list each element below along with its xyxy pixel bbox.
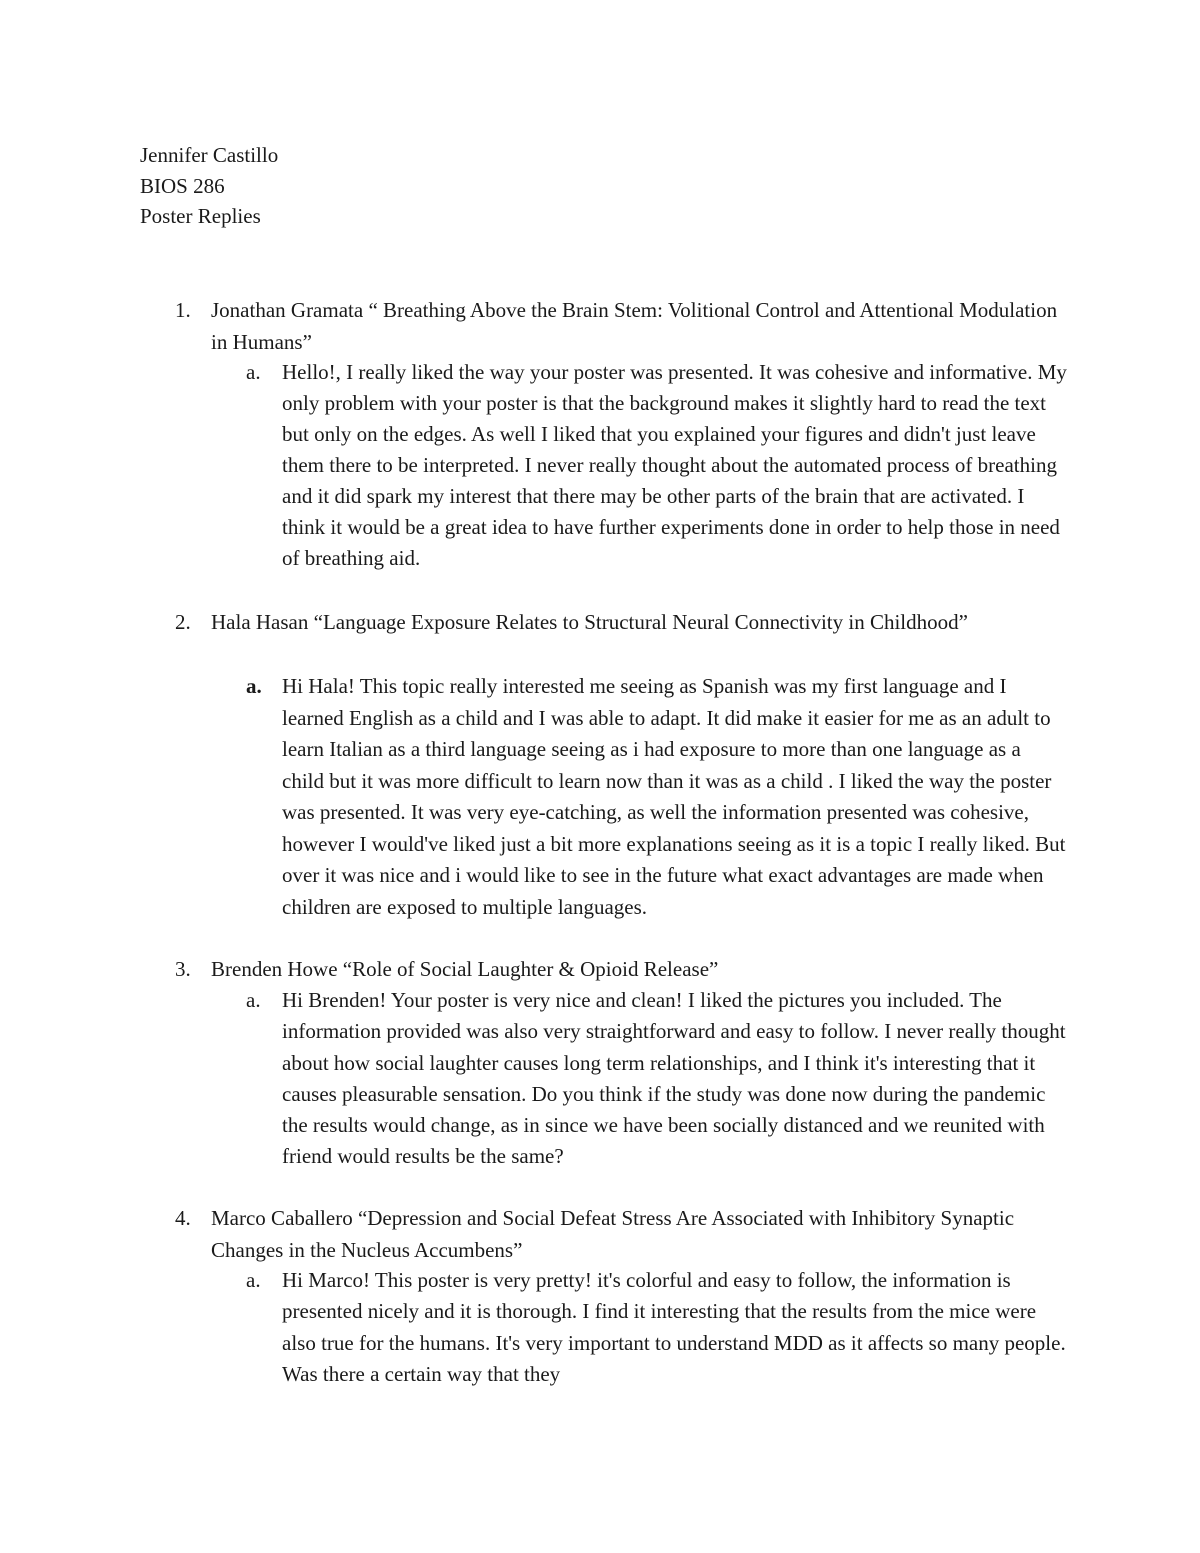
list-item-title: Jonathan Gramata “ Breathing Above the Brain Stem: Volitional Control and Attentional Modulation in Humans”: [211, 298, 1058, 354]
reply-text: Hi Hala! This topic really interested me seeing as Spanish was my first language and I learned English as a child and I was able to adapt. It did make it easier for me as an adult to learn Italian as a third language seeing as i had exposure to more than one language as a child but it was more difficult to learn now than it was as a child . I liked the way the poster was presented. It was very eye-catching, as well the information presented was cohesive, however I would've liked just a bit more explanations seeing as it is a topic I really liked. But over it was nice and i would like to see in the future what exact advantages are made when children are exposed to multiple languages.: [282, 674, 1066, 919]
sub-item-marker: a.: [246, 360, 261, 384]
list-item-title: Marco Caballero “Depression and Social Defeat Stress Are Associated with Inhibitory Synaptic Changes in the Nucleus Accumbens”: [211, 1206, 1015, 1262]
list-item-number: 3.: [175, 957, 191, 981]
reply-text: Hi Marco! This poster is very pretty! it's colorful and easy to follow, the information is presented nicely and it is thorough. I find it interesting that the results from the mice were also true for the humans. It's very important to understand MDD as it affects so many people. Was there a certain way that they: [282, 1268, 1066, 1386]
list-item-title: Brenden Howe “Role of Social Laughter & Opioid Release”: [211, 957, 719, 981]
sub-item-marker: a.: [246, 988, 261, 1012]
assignment-title: Poster Replies: [140, 204, 261, 228]
reply-text: Hi Brenden! Your poster is very nice and clean! I liked the pictures you included. The information provided was also very straightforward and easy to follow. I never really thought about how social laughter causes long term relationships, and I think it's interesting that it causes pleasurable sensation. Do you think if the study was done now during the pandemic the results would change, as in since we have been socially distanced and we reunited with friend would results be the same?: [282, 988, 1066, 1169]
list-item-number: 2.: [175, 610, 191, 634]
sub-item-marker: a.: [246, 674, 262, 698]
course-code: BIOS 286: [140, 173, 225, 198]
document-header: [140, 140, 278, 232]
list-item-title: Hala Hasan “Language Exposure Relates to Structural Neural Connectivity in Childhood”: [211, 610, 968, 634]
list-item-number: 4.: [175, 1206, 191, 1230]
sub-item-marker: a.: [246, 1268, 261, 1292]
author-name: Jennifer Castillo: [140, 143, 279, 167]
reply-text: Hello!, I really liked the way your poster was presented. It was cohesive and informative. My only problem with your poster is that the background makes it slightly hard to read the text but only on the edges. As well I liked that you explained your figures and didn't just leave them there to be interpreted. I never really thought about the automated process of breathing and it did spark my interest that there may be other parts of the brain that are activated. I think it would be a great idea to have further experiments done in order to help those in need of breathing aid.: [282, 360, 1067, 570]
list-item-number: 1.: [175, 298, 191, 322]
